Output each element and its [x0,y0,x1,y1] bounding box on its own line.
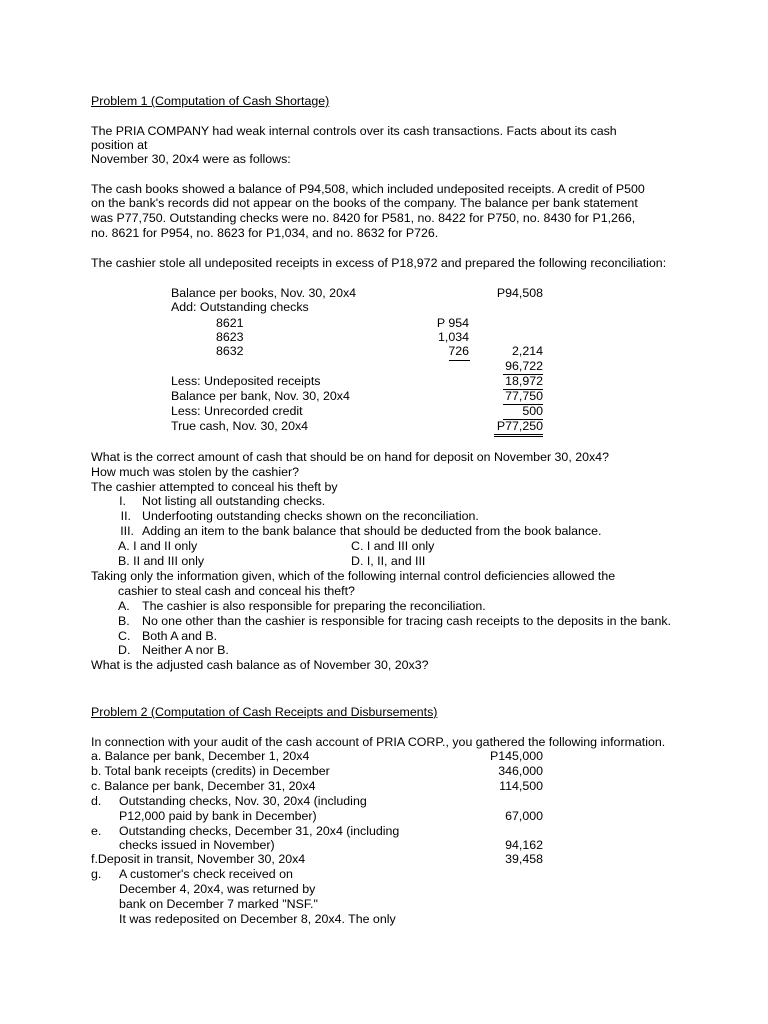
q3-choice-d: D. I, II, and III [351,554,426,568]
p2-item-d-letter: d. [91,794,102,808]
q4-choice-letter: A. [118,599,130,613]
p2-item-f-label: f.Deposit in transit, November 30, 20x4 [91,852,306,866]
q3-item-text: Adding an item to the bank balance that should be deducted from the book balance. [142,524,602,538]
p1-intro-line-2: position at [91,138,148,152]
q3-choice-a: A. I and II only [118,539,198,553]
recon-true-cash-label: True cash, Nov. 30, 20x4 [171,419,309,433]
true-cash-double-underline-2 [494,436,543,437]
p2-item-e-letter: e. [91,824,102,838]
problem-1-title: Problem 1 (Computation of Cash Shortage) [91,94,330,108]
p2-item-b-amount: 346,000 [498,764,543,778]
p2-item-g-line-1: A customer's check received on [119,867,293,881]
recon-less-undeposited-amount: 18,972 [505,374,543,388]
recon-checks-total: 2,214 [511,344,543,358]
q4-choice-text: No one other than the cashier is responsible for tracing cash receipts to the deposits in the bank. [142,614,671,628]
p2-item-e-amount: 94,162 [505,838,543,852]
q4-choice-letter: B. [118,614,130,628]
recon-balance-bank-amount: 77,750 [505,389,543,403]
p2-item-b-label: b. Total bank receipts (credits) in December [91,764,330,778]
recon-check-amount: P 954 [436,316,469,330]
p2-item-f-amount: 39,458 [505,852,543,866]
p2-item-c-label: c. Balance per bank, December 31, 20x4 [91,779,316,793]
q3-item-number: II. [120,509,131,523]
p1-question-5: What is the adjusted cash balance as of November 30, 20x3? [91,658,429,672]
p2-item-g-line-3: bank on December 7 marked "NSF." [119,897,318,911]
p2-item-d-line-1: Outstanding checks, Nov. 30, 20x4 (including [119,794,367,808]
recon-true-cash-amount: P77,250 [496,419,543,433]
p2-item-e-line-2: checks issued in November) [119,838,275,852]
p1-intro-line-3: November 30, 20x4 were as follows: [91,152,291,166]
problem-2-title: Problem 2 (Computation of Cash Receipts and Disbursements) [91,705,438,719]
recon-less-undeposited-label: Less: Undeposited receipts [171,374,321,388]
q3-item-number: I. [119,494,126,508]
recon-balance-books-amount: P94,508 [496,286,543,300]
q3-item-number: III. [120,524,134,538]
recon-check-no: 8632 [216,344,244,358]
q4-choice-text: Both A and B. [142,629,218,643]
p2-item-e-line-1: Outstanding checks, December 31, 20x4 (including [119,824,400,838]
p1-question-1: What is the correct amount of cash that should be on hand for deposit on November 30, 20x4? [91,450,609,464]
q3-item-text: Not listing all outstanding checks. [142,494,326,508]
q4-choice-letter: D. [118,643,131,657]
p2-item-a-amount: P145,000 [489,749,543,763]
recon-balance-bank-label: Balance per bank, Nov. 30, 20x4 [171,389,350,403]
p1-question-4-line-1: Taking only the information given, which of the following internal control deficiencies allowed the [91,569,616,583]
recon-less-unrecorded-amount: 500 [522,404,543,418]
q3-item-text: Underfooting outstanding checks shown on the reconciliation. [142,509,479,523]
p1-stole-line: The cashier stole all undeposited receipts in excess of P18,972 and prepared the following reconciliation: [91,256,667,270]
recon-check-amount: 1,034 [437,330,469,344]
p2-item-g-line-4: It was redeposited on December 8, 20x4. The only [119,912,396,926]
p1-question-4-line-2: cashier to steal cash and conceal his theft? [118,584,355,598]
q4-choice-text: The cashier is also responsible for preparing the reconciliation. [142,599,486,613]
checks-underline [449,360,470,361]
p1-question-3: The cashier attempted to conceal his theft by [91,480,338,494]
p2-item-c-amount: 114,500 [499,779,543,793]
p2-item-g-letter: g. [91,867,102,881]
recon-check-no: 8621 [216,316,244,330]
p2-item-d-line-2: P12,000 paid by bank in December) [119,809,317,823]
recon-check-amount: 726 [448,344,469,358]
recon-balance-books-label: Balance per books, Nov. 30, 20x4 [171,286,357,300]
recon-less-unrecorded-label: Less: Unrecorded credit [171,404,303,418]
p2-item-a-label: a. Balance per bank, December 1, 20x4 [91,749,310,763]
p1-question-2: How much was stolen by the cashier? [91,465,299,479]
recon-check-no: 8623 [216,330,244,344]
q3-choice-c: C. I and III only [351,539,435,553]
p2-item-g-line-2: December 4, 20x4, was returned by [119,882,316,896]
true-cash-double-underline-1 [494,434,543,435]
p1-facts-line-1: The cash books showed a balance of P94,508, which included undeposited receipts. A credit of P500 [91,182,645,196]
p1-facts-line-3: was P77,750. Outstanding checks were no. 8420 for P581, no. 8422 for P750, no. 8430 for P1,266, [91,211,636,225]
p2-intro: In connection with your audit of the cash account of PRIA CORP., you gathered the following information. [91,735,666,749]
p1-facts-line-4: no. 8621 for P954, no. 8623 for P1,034, and no. 8632 for P726. [91,226,439,240]
recon-add-label: Add: Outstanding checks [171,300,309,314]
p1-facts-line-2: on the bank's records did not appear on the books of the company. The balance per bank statement [91,196,638,210]
q4-choice-text: Neither A nor B. [142,643,229,657]
q3-choice-b: B. II and III only [118,554,205,568]
recon-subtotal: 96,722 [505,359,543,373]
p2-item-d-amount: 67,000 [505,809,543,823]
q4-choice-letter: C. [118,629,131,643]
p1-intro-line-1: The PRIA COMPANY had weak internal controls over its cash transactions. Facts about its cash [91,124,617,138]
